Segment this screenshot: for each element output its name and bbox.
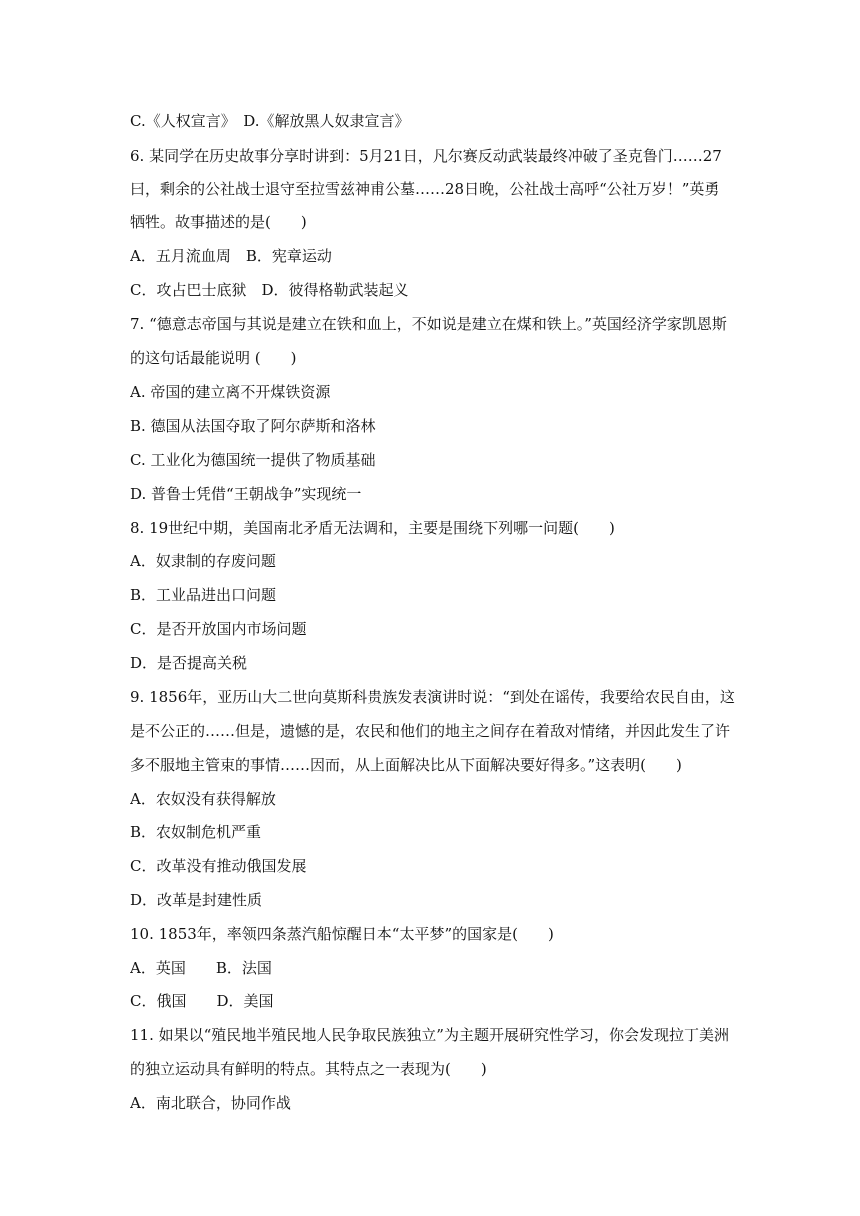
option-line-q5-cd: C.《人权宣言》 D.《解放黑人奴隶宣言》 bbox=[130, 112, 410, 130]
question-8-line-1: 8. 19世纪中期，美国南北矛盾无法调和，主要是围绕下列哪一问题( ) bbox=[130, 519, 615, 537]
option-q7-d: D. 普鲁士凭借“王朝战争”实现统一 bbox=[130, 485, 362, 503]
option-q9-a: A．农奴没有获得解放 bbox=[130, 790, 276, 808]
question-6-line-2: 曰，剩余的公社战士退守至拉雪兹神甫公墓……28日晚，公社战士高呼“公社万岁！”英勇 bbox=[130, 180, 720, 198]
question-6-line-1: 6. 某同学在历史故事分享时讲到：5月21日，凡尔赛反动武装最终冲破了圣克鲁门……27 bbox=[130, 147, 722, 165]
question-6-line-3: 牺牲。故事描述的是( ) bbox=[130, 213, 307, 231]
option-q9-d: D．改革是封建性质 bbox=[130, 891, 263, 909]
question-9-line-1: 9. 1856年，亚历山大二世向莫斯科贵族发表演讲时说：“到处在谣传，我要给农民自由，这 bbox=[130, 688, 735, 706]
option-q7-a: A. 帝国的建立离不开煤铁资源 bbox=[130, 383, 331, 401]
option-q11-a: A．南北联合，协同作战 bbox=[130, 1094, 291, 1112]
option-q8-d: D．是否提高关税 bbox=[130, 654, 248, 672]
question-9-line-3: 多不服地主管束的事情……因而，从上面解决比从下面解决要好得多。”这表明( ) bbox=[130, 756, 682, 774]
option-line-q6-cd: C．攻占巴士底狱 D．彼得格勒武装起义 bbox=[130, 281, 409, 299]
option-q8-c: C．是否开放国内市场问题 bbox=[130, 620, 307, 638]
option-q8-a: A．奴隶制的存废问题 bbox=[130, 552, 276, 570]
question-11-line-2: 的独立运动具有鲜明的特点。其特点之一表现为( ) bbox=[130, 1060, 487, 1078]
question-11-line-1: 11. 如果以“殖民地半殖民地人民争取民族独立”为主题开展研究性学习，你会发现拉丁美洲 bbox=[130, 1026, 729, 1044]
question-9-line-2: 是不公正的……但是，遗憾的是，农民和他们的地主之间存在着敌对情绪，并因此发生了许 bbox=[130, 722, 731, 740]
option-q7-c: C. 工业化为德国统一提供了物质基础 bbox=[130, 451, 376, 469]
question-7-line-1: 7. “德意志帝国与其说是建立在铁和血上，不如说是建立在煤和铁上。”英国经济学家凯恩斯 bbox=[130, 315, 727, 333]
option-line-q10-cd: C．俄国 D．美国 bbox=[130, 992, 274, 1010]
option-q9-c: C．改革没有推动俄国发展 bbox=[130, 857, 307, 875]
option-q7-b: B. 德国从法国夺取了阿尔萨斯和洛林 bbox=[130, 417, 376, 435]
option-q9-b: B．农奴制危机严重 bbox=[130, 823, 262, 841]
question-10-line-1: 10. 1853年，率领四条蒸汽船惊醒日本“太平梦”的国家是( ) bbox=[130, 925, 554, 943]
option-line-q10-ab: A．英国 B．法国 bbox=[130, 959, 272, 977]
question-7-line-2: 的这句话最能说明 ( ) bbox=[130, 349, 297, 367]
option-line-q6-ab: A．五月流血周 B．宪章运动 bbox=[130, 247, 332, 265]
option-q8-b: B．工业品进出口问题 bbox=[130, 586, 277, 604]
